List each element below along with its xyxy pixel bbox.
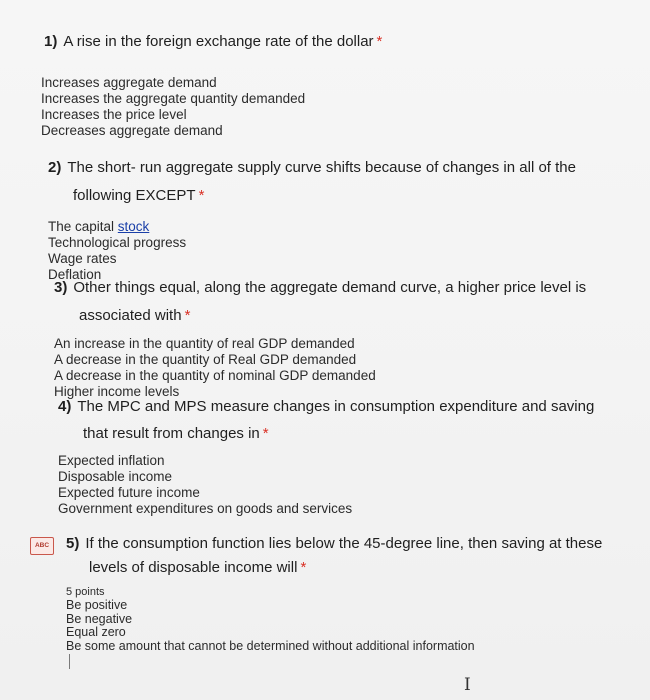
option[interactable]: Technological progress: [48, 235, 187, 250]
option[interactable]: Equal zero: [66, 625, 126, 639]
question-text-line-1: Other things equal, along the aggregate demand curve, a higher price level is: [73, 279, 587, 296]
option[interactable]: Higher income levels: [54, 384, 180, 399]
question-number: 1): [44, 33, 58, 50]
question-3-options: [54, 336, 376, 400]
text-cursor: [69, 654, 70, 669]
question-2-options: [48, 219, 186, 283]
question-2-title-cont: [73, 184, 204, 208]
option[interactable]: [48, 219, 186, 235]
option[interactable]: Be negative: [66, 611, 133, 626]
question-1-options: [41, 75, 305, 139]
question-number: 2): [48, 159, 62, 176]
question-4-title-cont: [83, 422, 269, 446]
question-3-title-cont: [79, 304, 190, 328]
required-asterisk: *: [376, 33, 383, 50]
question-text-line-2: levels of disposable income will: [89, 559, 298, 576]
option[interactable]: Increases the aggregate quantity demanded: [41, 91, 306, 106]
option[interactable]: Decreases aggregate demand: [41, 123, 223, 138]
question-text-line-2: following EXCEPT: [73, 187, 196, 204]
question-text-line-1: The short- run aggregate supply curve shifts because of changes in all of the: [67, 159, 576, 176]
required-asterisk: *: [198, 187, 205, 204]
question-5-title-cont: [89, 556, 306, 580]
option[interactable]: Be some amount that cannot be determined without additional information: [66, 638, 475, 653]
option[interactable]: Government expenditures on goods and services: [58, 501, 353, 516]
question-5-options: [66, 586, 475, 653]
option[interactable]: Expected future income: [58, 485, 200, 500]
option[interactable]: Expected inflation: [58, 453, 165, 468]
option[interactable]: Be positive: [66, 598, 128, 612]
option[interactable]: A decrease in the quantity of Real GDP demanded: [54, 352, 357, 367]
question-1-title: [44, 30, 382, 54]
option[interactable]: Disposable income: [58, 469, 173, 484]
question-text-line-1: If the consumption function lies below the 45-degree line, then saving at these: [85, 535, 603, 552]
question-4-title: [58, 395, 594, 419]
option[interactable]: An increase in the quantity of real GDP demanded: [54, 336, 355, 351]
question-text-line-2: that result from changes in: [83, 425, 260, 442]
question-number: 3): [54, 279, 68, 296]
required-asterisk: *: [300, 559, 307, 576]
option[interactable]: Deflation: [48, 267, 102, 282]
ibeam-cursor-icon: I: [464, 675, 471, 695]
option[interactable]: Increases the price level: [41, 107, 187, 122]
question-number: 5): [66, 535, 80, 552]
question-text: A rise in the foreign exchange rate of the dollar: [63, 33, 374, 50]
question-3-title: [54, 276, 586, 300]
question-number: 4): [58, 398, 72, 415]
question-2-title: [48, 156, 576, 180]
question-text-line-1: The MPC and MPS measure changes in consumption expenditure and saving: [77, 398, 595, 415]
required-asterisk: *: [184, 307, 191, 324]
option[interactable]: Increases aggregate demand: [41, 75, 217, 90]
question-text-line-2: associated with: [79, 307, 182, 324]
required-asterisk: *: [262, 425, 269, 442]
option-text: The capital: [48, 219, 118, 234]
option[interactable]: Wage rates: [48, 251, 117, 266]
points-label: 5 points: [66, 586, 105, 598]
spellcheck-abc-icon[interactable]: ABC: [30, 537, 54, 555]
question-5-title: [66, 532, 602, 556]
stock-link[interactable]: stock: [117, 219, 150, 234]
option[interactable]: A decrease in the quantity of nominal GDP demanded: [54, 368, 376, 383]
question-4-options: [58, 453, 352, 517]
